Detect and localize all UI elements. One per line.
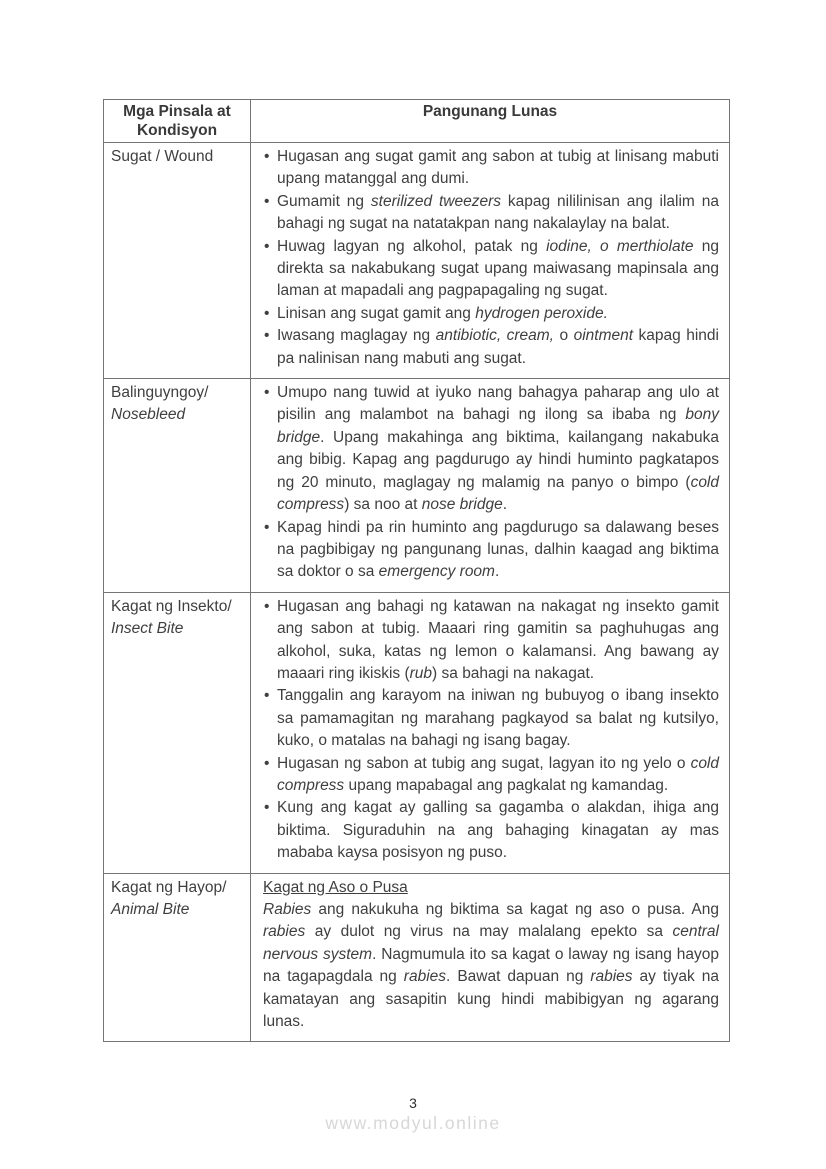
bullet-item [263, 325, 719, 370]
header-remedy-column: Pangunang Lunas [251, 100, 730, 143]
table-row [104, 592, 730, 873]
remedy-cell-nosebleed [251, 379, 730, 593]
watermark: www.modyul.online [325, 1113, 501, 1133]
bullet-marker-icon: • [264, 799, 270, 817]
remedy-cell-wound [251, 143, 730, 379]
bullet-item [263, 517, 719, 584]
bullet-item [263, 753, 719, 798]
condition-cell-wound [104, 143, 251, 379]
remedy-bullet-list [263, 382, 719, 584]
bullet-text: Hugasan ng sabon at tubig ang sugat, lagyan ito ng yelo o cold compress upang mapabagal ang pagkalat ng kamandag. [277, 754, 719, 794]
bullet-text: Hugasan ang bahagi ng katawan na nakagat ng insekto gamit ang sabon at tubig. Maaari ring gamitin sa paghuhugas ang alkohol, suka, katas ng lemon o kalamansi. Ang bawang ay maaari ring ikiskis (rub) sa bahagi na nakagat. [277, 597, 719, 682]
bullet-marker-icon: • [264, 384, 270, 402]
first-aid-table [103, 99, 730, 1042]
bullet-marker-icon: • [264, 304, 270, 322]
condition-label: Kagat ng Hayop/ [111, 878, 227, 896]
remedy-paragraph: Rabies ang nakukuha ng biktima sa kagat ng aso o pusa. Ang rabies ay dulot ng virus na may malalang epekto sa central nervous system. Nagmumula ito sa kagat o laway ng isang hayop na tagapagdala ng rabies. Bawat dapuan ng rabies ay tiyak na kamatayan ang sasapitin kung hindi mabibigyan ng agarang lunas. [263, 901, 720, 1031]
table-row [104, 873, 730, 1042]
condition-label-english: Animal Bite [111, 901, 190, 918]
bullet-text: Gumamit ng sterilized tweezers kapag nililinisan ang ilalim na bahagi ng sugat na natatakpan nang nakalaylay na balat. [277, 192, 719, 233]
bullet-item [263, 236, 719, 303]
bullet-marker-icon: • [264, 687, 270, 705]
remedy-cell-animal-bite [251, 873, 730, 1042]
remedy-bullet-list [263, 146, 719, 370]
condition-cell-animal-bite [104, 873, 251, 1042]
bullet-marker-icon: • [264, 518, 270, 536]
condition-label: Sugat / Wound [111, 148, 214, 165]
bullet-text: Iwasang maglagay ng antibiotic, cream, o ointment kapag hindi pa nalinisan nang mabuti ang sugat. [277, 327, 719, 367]
condition-label: Kagat ng Insekto/ [111, 597, 232, 615]
condition-label-english: Insect Bite [111, 620, 184, 638]
bullet-item [263, 146, 719, 191]
condition-label: Balinguyngoy/ [111, 384, 209, 402]
bullet-text: Kapag hindi pa rin huminto ang pagdurugo sa dalawang beses na pagbibigay ng pangunang lunas, dalhin kaagad ang biktima sa doktor o sa emergency room. [277, 518, 719, 581]
remedy-sub-heading: Kagat ng Aso o Pusa [263, 878, 408, 896]
bullet-marker-icon: • [264, 237, 270, 255]
bullet-item [263, 797, 719, 864]
bullet-item [263, 685, 719, 752]
condition-cell-insect-bite [104, 592, 251, 873]
bullet-item [263, 191, 719, 236]
bullet-text: Kung ang kagat ay galling sa gagamba o alakdan, ihiga ang biktima. Siguraduhin na ang bahaging kinagatan ay mas mababa kaysa posisyon ng puso. [277, 799, 719, 862]
bullet-text: Huwag lagyan ng alkohol, patak ng iodine, o merthiolate ng direkta sa nakabukang sugat upang maiwasang mapinsala ang laman at mapadali ang pagpapagaling ng sugat. [277, 237, 719, 300]
bullet-item [263, 596, 719, 686]
bullet-marker-icon: • [264, 192, 270, 210]
remedy-bullet-list [263, 596, 719, 865]
bullet-text: Linisan ang sugat gamit ang hydrogen peroxide. [277, 304, 608, 322]
condition-cell-nosebleed [104, 379, 251, 593]
bullet-marker-icon: • [264, 754, 270, 772]
bullet-item [263, 303, 719, 325]
table-header-row [104, 100, 730, 143]
bullet-text: Umupo nang tuwid at iyuko nang bahagya paharap ang ulo at pisilin ang malambot na bahagi ng ilong sa ibaba ng bony bridge. Upang makahinga ang biktima, kailangang nakabuka ang bibig. Kapag ang pagdurugo ay hindi huminto pagkatapos ng 20 minuto, maglagay ng malamig na panyo o bimpo (cold compress) sa noo at nose bridge. [277, 384, 719, 514]
bullet-marker-icon: • [264, 148, 270, 165]
bullet-marker-icon: • [264, 597, 270, 615]
header-condition-column: Mga Pinsala at Kondisyon [104, 100, 251, 143]
bullet-text: Hugasan ang sugat gamit ang sabon at tubig at linisang mabuti upang matanggal ang dumi. [277, 148, 719, 188]
remedy-cell-insect-bite [251, 592, 730, 873]
table-row [104, 379, 730, 593]
condition-label-english: Nosebleed [111, 406, 186, 424]
bullet-marker-icon: • [264, 327, 270, 345]
page-number: 3 [409, 1095, 417, 1111]
bullet-item [263, 382, 719, 516]
bullet-text: Tanggalin ang karayom na iniwan ng bubuyog o ibang insekto sa pamamagitan ng marahang pagkayod sa balat ng kutsilyo, kuko, o matalas na bahagi ng isang bagay. [277, 687, 719, 750]
table-row [104, 143, 730, 379]
